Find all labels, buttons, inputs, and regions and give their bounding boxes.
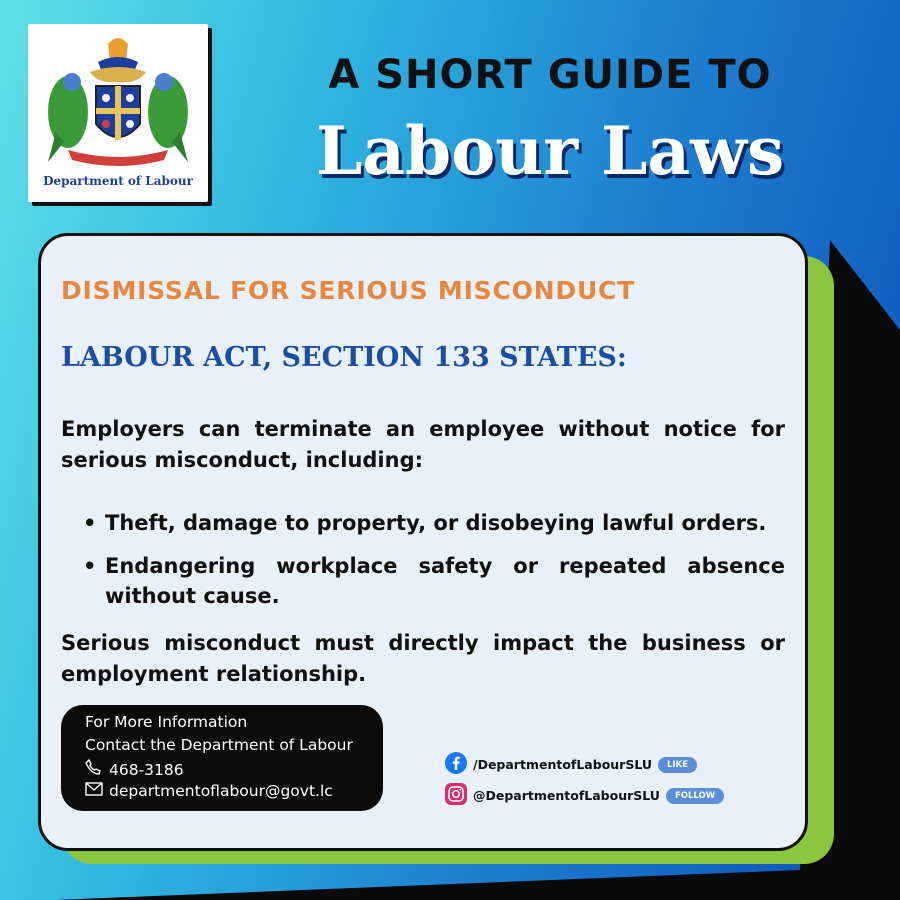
bullet-icon: •	[83, 511, 97, 535]
bullet-icon: •	[83, 554, 97, 578]
logo-card	[28, 24, 208, 202]
list-item-text: Theft, damage to property, or disobeying lawful orders.	[105, 511, 767, 535]
facebook-row	[445, 752, 697, 777]
logo-caption: Department of Labour	[43, 174, 193, 188]
list-item	[81, 508, 785, 538]
contact-line-2: Contact the Department of Labour	[85, 736, 353, 754]
envelope-icon	[85, 782, 105, 800]
bullet-list	[81, 508, 785, 624]
intro-paragraph: Employers can terminate an employee without notice for serious misconduct, including:	[61, 417, 785, 472]
phone-icon	[85, 759, 105, 779]
list-item-text: Endangering workplace safety or repeated absence without cause.	[105, 554, 785, 608]
facebook-icon[interactable]	[445, 752, 467, 777]
follow-button[interactable]: FOLLOW	[666, 788, 724, 804]
contact-info-box	[61, 705, 383, 811]
section-subheading: LABOUR ACT, SECTION 133 STATES:	[61, 342, 627, 373]
instagram-row	[445, 783, 724, 808]
email-link[interactable]: departmentoflabour@govt.lc	[109, 782, 333, 800]
like-button[interactable]: LIKE	[658, 757, 697, 773]
facebook-handle[interactable]: /DepartmentofLabourSLU	[473, 757, 653, 772]
instagram-icon[interactable]	[445, 783, 467, 808]
phone-number[interactable]: 468-3186	[109, 761, 184, 779]
instagram-handle[interactable]: @DepartmentofLabourSLU	[473, 788, 660, 803]
closing-paragraph: Serious misconduct must directly impact the business or employment relationship.	[61, 631, 785, 686]
page-title: Labour Laws	[315, 112, 785, 190]
section-heading: DISMISSAL FOR SERIOUS MISCONDUCT	[61, 276, 636, 305]
content-card	[38, 233, 808, 851]
coat-of-arms-icon	[38, 32, 198, 172]
list-item	[81, 551, 785, 611]
title-small: A SHORT GUIDE TO	[328, 52, 772, 98]
contact-line-1: For More Information	[85, 713, 248, 731]
